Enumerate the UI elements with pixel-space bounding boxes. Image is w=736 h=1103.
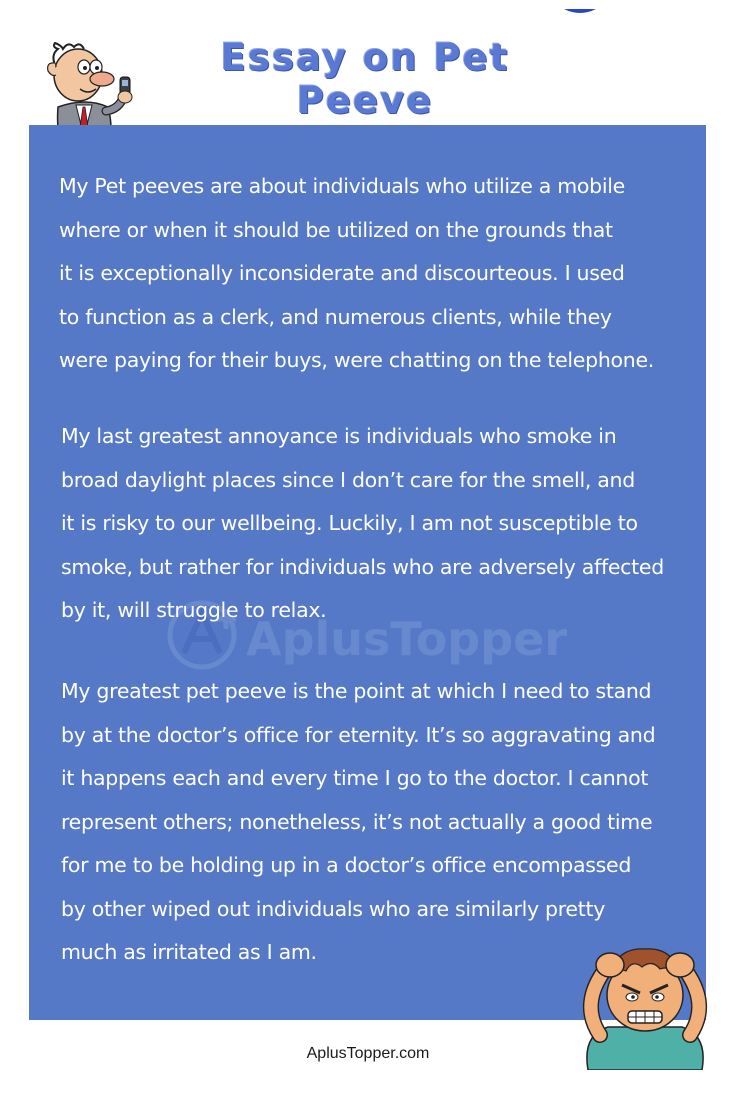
essay-card	[29, 125, 706, 1020]
page-title: Essay on Pet Peeve	[220, 36, 510, 122]
top-decoration	[560, 0, 600, 6]
footer-site-name: AplusTopper.com	[306, 1045, 430, 1062]
essay-paragraph-1: My Pet peeves are about individuals who utilize a mobile where or when it should be utilized on the grounds that it is exceptionally inconsiderate and discourteous. I used to function as a clerk, and numerous clients, while they were paying for their buys, were chatting on the telephone.	[59, 174, 654, 372]
essay-paragraph-2: My last greatest annoyance is individuals who smoke in broad daylight places since I don’t care for the smell, and it is risky to our wellbeing. Luckily, I am not susceptible to smoke, but rather for individuals who are adversely affected by it, will struggle to relax.	[61, 424, 664, 622]
watermark-text: AplusTopper	[246, 612, 568, 666]
essay-paragraph-3: My greatest pet peeve is the point at which I need to stand by at the doctor’s office for eternity. It’s so aggravating and it happens each and every time I go to the doctor. I cannot represent others; nonetheless, it’s not actually a good time for me to be holding up in a doctor’s office encompassed by other wiped out individuals who are similarly pretty much as irritated as I am.	[61, 679, 656, 964]
